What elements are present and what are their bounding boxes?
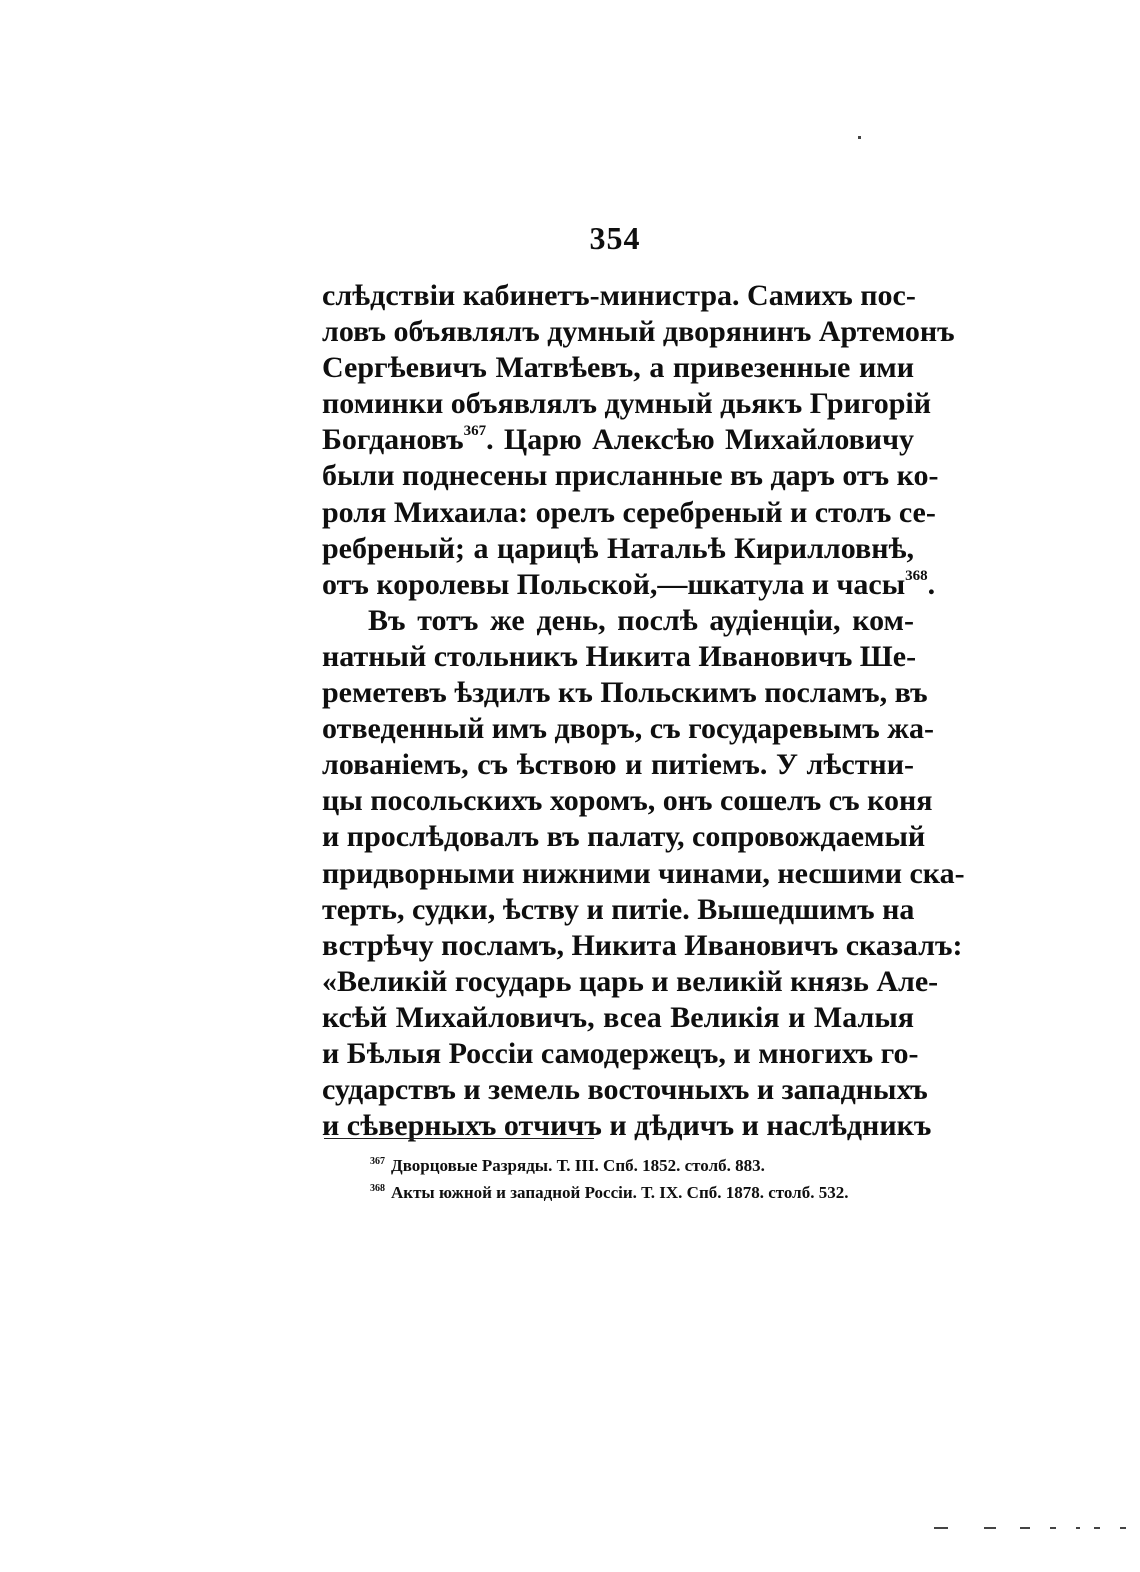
text-line [322,1072,928,1108]
text-line [322,603,914,639]
footnote-divider [324,1138,594,1139]
text-segment: ксѣй Михайловичъ, всеа Великія и Малыя [322,1000,914,1034]
text-line [322,350,914,386]
text-segment: «Великій государь царь и великій князь Але- [322,964,939,998]
text-line [322,314,955,350]
text-segment: сударствъ и земель восточныхъ и западныхъ [322,1073,928,1107]
scan-speck [1076,1527,1080,1529]
footnote-text: Дворцовые Разряды. Т. III. Спб. 1852. столб. 883. [391,1156,765,1175]
page-number: 354 [589,220,641,256]
text-line [322,892,914,928]
text-segment: были поднесены присланные въ даръ отъ ко- [322,459,939,493]
text-segment: реметевъ ѣздилъ къ Польскимъ посламъ, въ [322,676,928,710]
text-line [322,567,936,603]
text-line [322,819,926,855]
scan-speck [1094,1527,1100,1529]
text-line [322,1000,914,1036]
text-segment: слѣдствіи кабинетъ-министра. Самихъ пос- [322,279,916,312]
text-segment: цы посольскихъ хоромъ, онъ сошелъ съ коня [322,784,933,818]
text-segment: натный стольникъ Никита Ивановичъ Ше- [322,639,917,673]
footnote-reference: 368 [905,567,928,584]
footnote-text: Акты южной и западной Россіи. Т. IX. Спб. 1878. столб. 532. [391,1183,849,1202]
text-segment: лованіемъ, съ ѣствою и питіемъ. У лѣстни- [322,748,914,782]
scan-speck [984,1527,996,1529]
footnote-number: 367 [370,1156,385,1167]
text-segment: . Царю Алексѣю Михайловичу [486,423,914,457]
scan-speck [934,1527,948,1529]
text-segment: роля Михаила: орелъ серебреный и столъ се- [322,495,936,529]
text-line [322,856,965,892]
text-line [322,1036,919,1072]
footnote [370,1152,930,1179]
text-line [322,386,932,422]
text-line [322,278,914,314]
scan-speck [1050,1527,1056,1529]
text-line [322,783,933,819]
text-segment: Богдановъ [322,423,464,457]
scan-speck [1120,1527,1126,1529]
text-segment: . [927,567,936,601]
text-segment: Въ тотъ же день, послѣ аудіенціи, ком- [368,603,914,637]
text-segment: и Бѣлыя Россіи самодержецъ, и многихъ го- [322,1036,919,1070]
text-line [322,458,939,494]
text-line [322,964,939,1000]
text-line [322,711,934,747]
text-line [322,675,928,711]
scan-speck [858,136,861,139]
scan-speck [1020,1527,1030,1529]
body-text [322,278,965,1144]
text-line [322,928,963,964]
text-segment: поминки объявлялъ думный дьякъ Григорій [322,387,932,421]
text-segment: встрѣчу посламъ, Никита Ивановичъ сказалъ: [322,928,963,962]
footnotes [370,1152,930,1206]
text-segment: ловъ объявлялъ думный дворянинъ Артемонъ [322,315,955,349]
footnote [370,1179,930,1206]
text-line [322,747,914,783]
footnote-number: 368 [370,1183,385,1194]
text-segment: Сергѣевичъ Матвѣевъ, а привезенные ими [322,351,914,385]
text-segment: отъ королевы Польской,—шкатула и часы [322,567,906,601]
text-segment: ребреный; а царицѣ Натальѣ Кирилловнѣ, [322,531,914,565]
footnote-reference: 367 [463,423,487,440]
text-line [322,531,914,567]
text-segment: придворными нижними чинами, несшими ска- [322,856,965,890]
text-segment: и прослѣдовалъ въ палату, сопровождаемый [322,820,926,854]
text-line [322,422,914,458]
text-line [322,495,936,531]
text-line [322,639,917,675]
text-segment: терть, судки, ѣству и питіе. Вышедшимъ на [322,892,915,926]
text-segment: и сѣверныхъ отчичъ и дѣдичъ и наслѣдникъ [322,1109,932,1143]
text-segment: отведенный имъ дворъ, съ государевымъ жа- [322,712,934,746]
